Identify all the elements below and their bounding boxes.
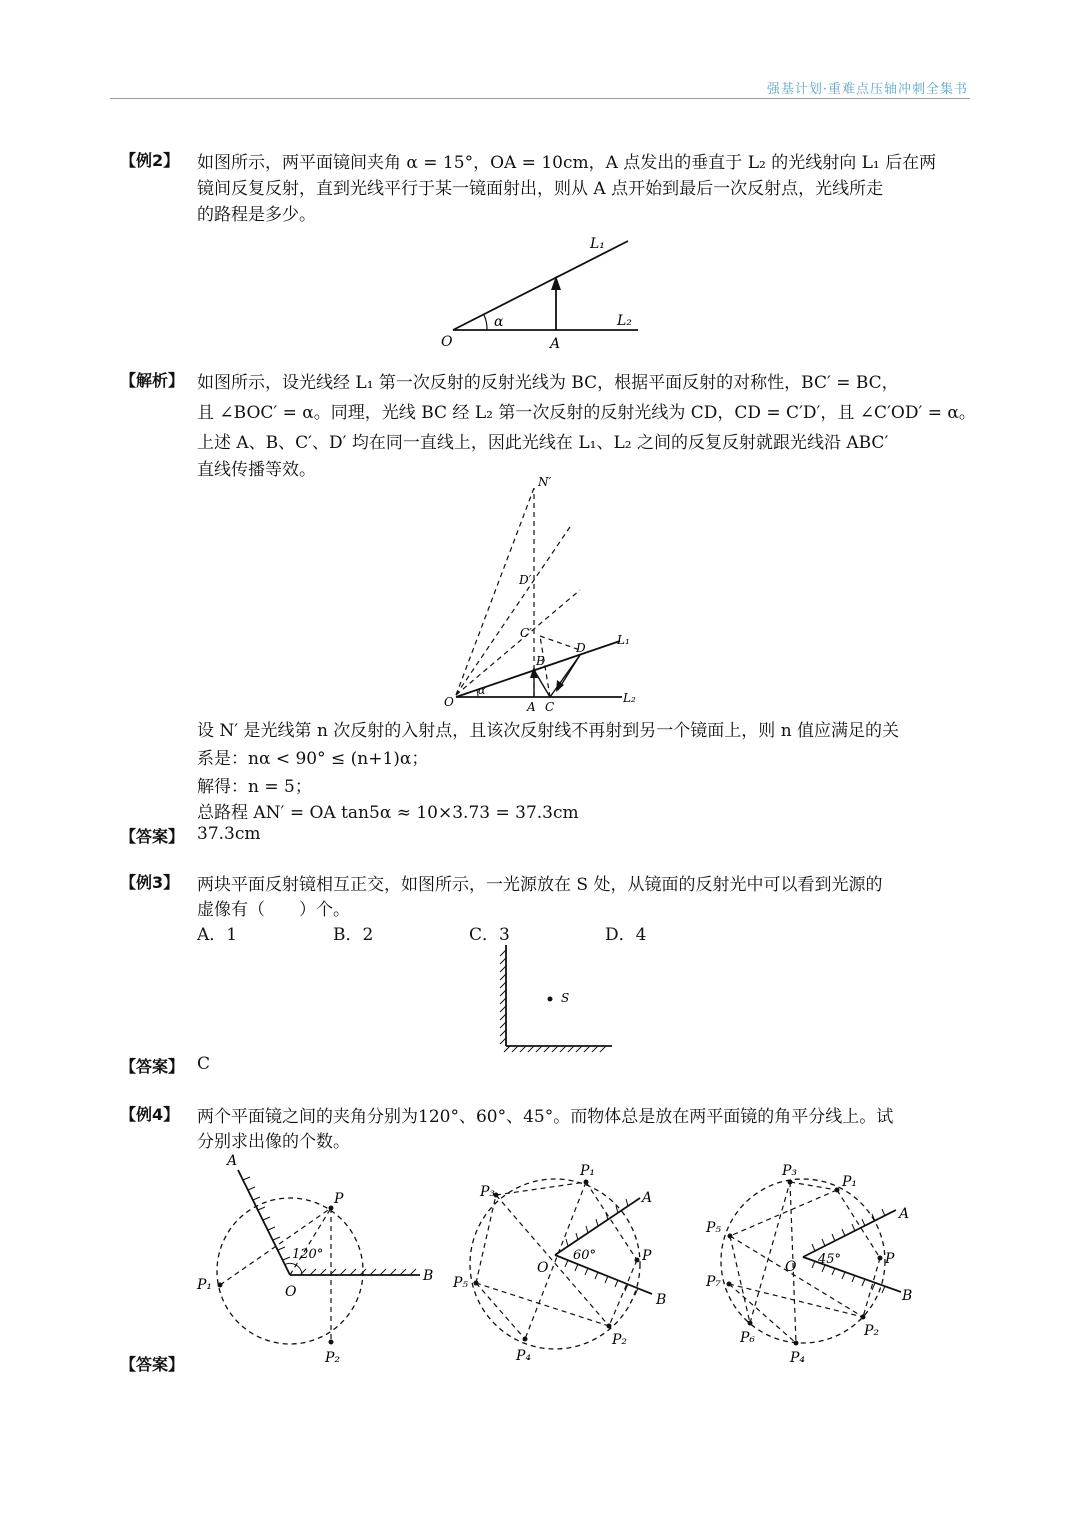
label-O-45: O: [785, 1259, 797, 1275]
label-alpha-b: α: [478, 684, 486, 697]
label-angle-45: 45°: [818, 1252, 842, 1267]
solution-line: 设 N′ 是光线第 n 次反射的入射点，且该次反射线不再射到另一个镜面上，则 n 值应满足的关: [197, 721, 900, 741]
example4-problem-line: 两个平面镜之间的夹角分别为120°、60°、45°。而物体总是放在两平面镜的角平分线上。试: [197, 1107, 894, 1127]
choice-b[interactable]: B．2: [333, 925, 374, 945]
label-D-prime: D′: [519, 573, 532, 587]
label-N-prime: N′: [538, 475, 552, 489]
label-C-prime: C′: [520, 626, 532, 640]
label-S: S: [561, 991, 570, 1005]
example2-tag: 【例2】: [120, 151, 180, 170]
label-P2-60: P₂: [612, 1332, 628, 1348]
label-P5-45: P₅: [706, 1220, 722, 1236]
example2-problem-line: 如图所示，两平面镜间夹角 α = 15°，OA = 10cm，A 点发出的垂直于 L₂ 的光线射向 L₁ 后在两: [197, 153, 937, 173]
label-O-60: O: [537, 1260, 549, 1276]
example4-tag: 【例4】: [120, 1105, 180, 1124]
label-B-120: B: [423, 1268, 434, 1284]
label-B: B: [536, 654, 545, 668]
label-P1-45: P₁: [842, 1174, 858, 1190]
solution-line: 系是：nα < 90° ≤ (n+1)α；: [197, 749, 429, 769]
label-P4-60: P₄: [516, 1348, 532, 1364]
label-P2-45: P₂: [864, 1323, 880, 1339]
label-B-45: B: [902, 1288, 913, 1304]
analysis-line: 且 ∠BOC′ = α。同理，光线 BC 经 L₂ 第一次反射的反射光线为 CD，CD = C′D′，且 ∠C′OD′ = α。: [197, 403, 976, 423]
example3-problem-line: 虚像有（ ）个。: [197, 900, 350, 920]
example2-analysis-tag: 【解析】: [120, 371, 185, 390]
example2-answer: 37.3cm: [197, 824, 261, 844]
example2-problem-line: 镜间反复反射，直到光线平行于某一镜面射出，则从 A 点开始到最后一次反射点，光线所走: [197, 179, 884, 199]
label-P-120: P: [334, 1191, 344, 1207]
label-A-120: A: [227, 1153, 238, 1169]
label-angle-60: 60°: [573, 1248, 597, 1263]
choice-a[interactable]: A．1: [197, 925, 238, 945]
label-P-45: P: [885, 1251, 895, 1267]
label-angle-120: 120°: [292, 1247, 324, 1262]
label-P6-45: P₆: [740, 1330, 756, 1346]
label-alpha: α: [494, 314, 504, 330]
example3-tag: 【例3】: [120, 873, 180, 892]
label-P4-45: P₄: [790, 1350, 806, 1366]
label-L1b: L₁: [617, 633, 630, 647]
example2-answer-tag: 【答案】: [120, 827, 185, 846]
label-P3-45: P₃: [782, 1163, 798, 1179]
label-Ob: O: [444, 695, 454, 709]
label-O-120: O: [285, 1284, 297, 1300]
label-L2b: L₂: [623, 691, 636, 705]
solution-line: 解得：n = 5；: [197, 777, 312, 797]
example3-answer-tag: 【答案】: [120, 1057, 185, 1076]
label-P2-120: P₂: [325, 1350, 341, 1366]
label-Cb: C: [545, 700, 555, 714]
label-L1: L₁: [590, 236, 605, 252]
header-series-title: 强基计划·重难点压轴冲刺全集书: [766, 82, 968, 97]
choice-c[interactable]: C．3: [469, 925, 510, 945]
label-A-60: A: [642, 1190, 653, 1206]
example4-answer-tag: 【答案】: [120, 1355, 185, 1374]
choice-d[interactable]: D．4: [605, 925, 647, 945]
label-O: O: [441, 334, 453, 350]
label-P-60: P: [642, 1248, 652, 1264]
label-P7-45: P₇: [706, 1274, 722, 1290]
example3-problem-line: 两块平面反射镜相互正交，如图所示，一光源放在 S 处，从镜面的反射光中可以看到光源的: [197, 875, 883, 895]
label-P1-60: P₁: [580, 1163, 596, 1179]
example3-answer: C: [197, 1054, 211, 1074]
label-B-60: B: [656, 1292, 667, 1308]
example2-problem-line: 的路程是多少。: [197, 205, 316, 225]
analysis-line: 上述 A、B、C′、D′ 均在同一直线上，因此光线在 L₁、L₂ 之间的反复反射就跟光线沿 ABC′: [197, 433, 889, 453]
label-P5-60: P₅: [453, 1275, 469, 1291]
label-P1-120: P₁: [197, 1277, 213, 1293]
analysis-line: 直线传播等效。: [197, 460, 316, 480]
label-A-45: A: [899, 1206, 910, 1222]
label-Ab: A: [527, 700, 536, 714]
label-L2: L₂: [617, 313, 632, 329]
analysis-line: 如图所示，设光线经 L₁ 第一次反射的反射光线为 BC，根据平面反射的对称性，BC′ = BC，: [197, 373, 899, 393]
example4-problem-line: 分别求出像的个数。: [197, 1132, 350, 1152]
solution-line: 总路程 AN′ = OA tan5α ≈ 10×3.73 = 37.3cm: [197, 803, 579, 823]
label-D: D: [576, 641, 586, 655]
label-P3-60: P₃: [480, 1184, 496, 1200]
label-A: A: [550, 336, 561, 352]
